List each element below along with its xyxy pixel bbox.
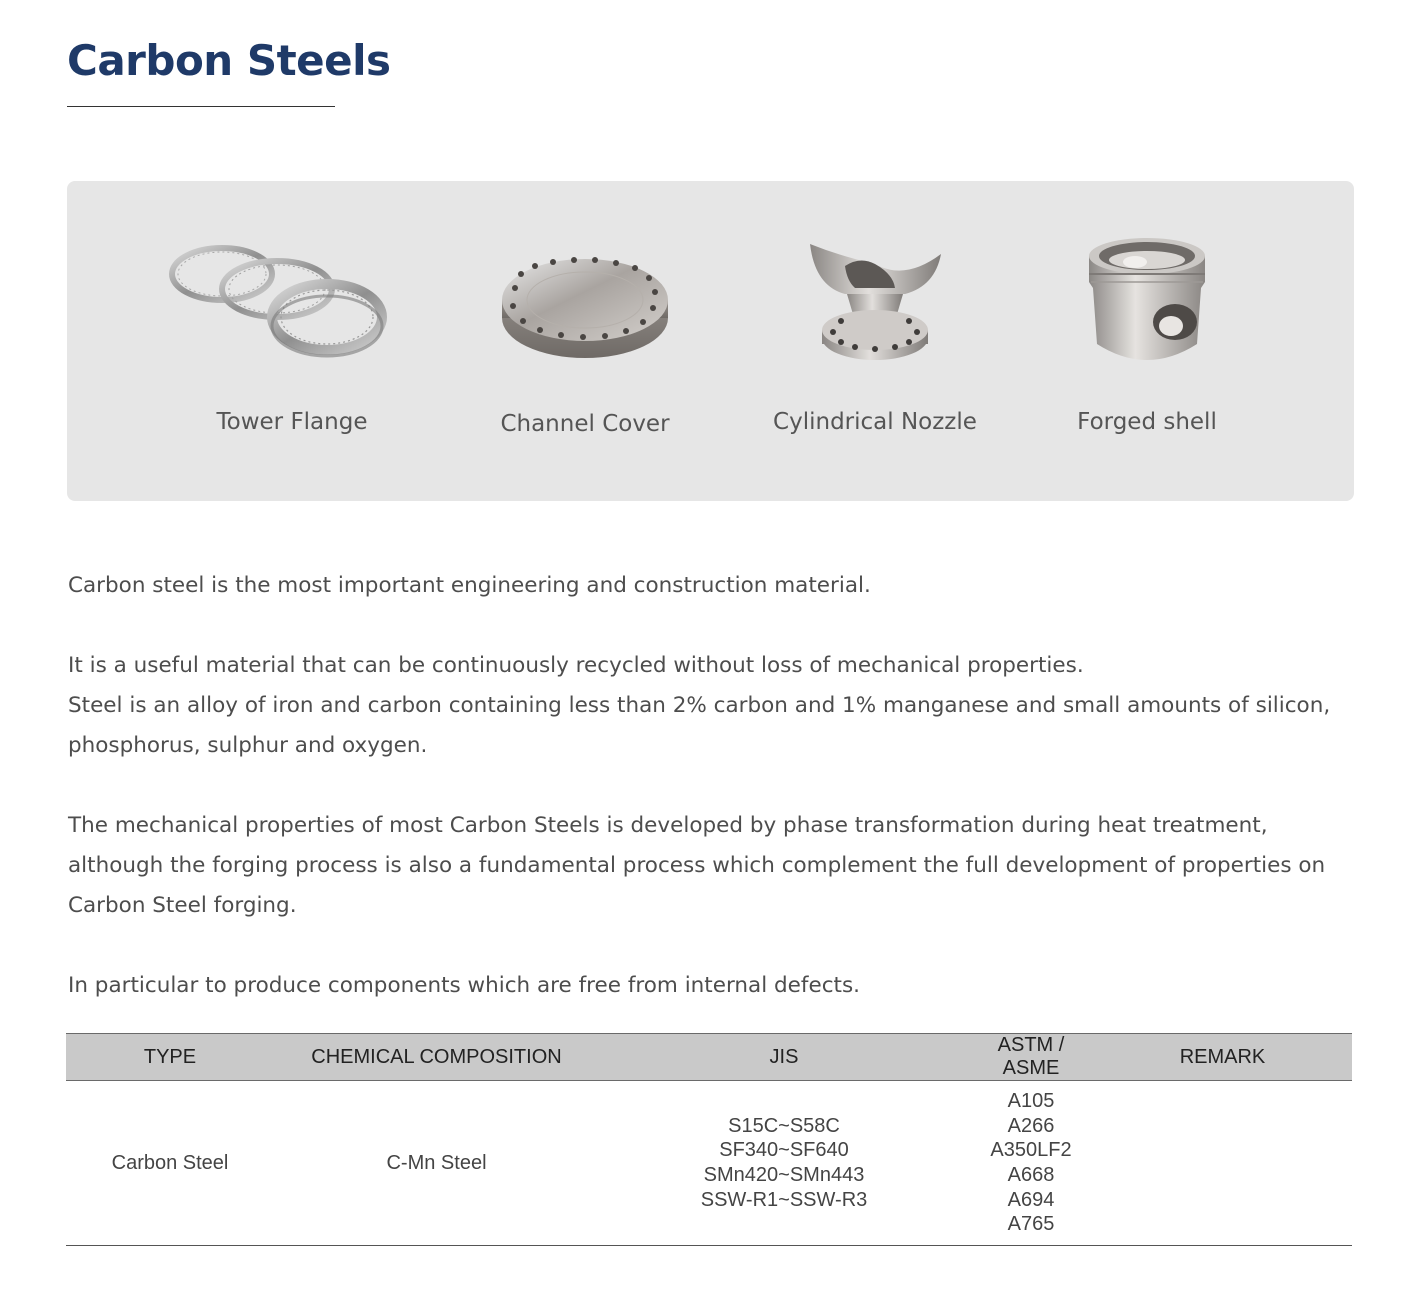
jis-grade: S15C~S58C — [728, 1114, 840, 1137]
astm-grade: A765 — [1007, 1213, 1055, 1236]
product-label: Channel Cover — [500, 411, 670, 437]
product-cylindrical-nozzle — [745, 181, 1005, 501]
intro-paragraph: The mechanical properties of most Carbon Steels is developed by phase transformation during heat treatment, although the forging process is also a fundamental process which complement the full development of properties on Carbon Steel forging. — [68, 813, 1326, 918]
astm-grade: A694 — [1007, 1188, 1055, 1211]
intro-paragraph: In particular to produce components which are free from internal defects. — [68, 973, 860, 998]
astm-grade: A266 — [1007, 1114, 1055, 1137]
jis-grade: SSW-R1~SSW-R3 — [700, 1188, 868, 1211]
column-header-astm: ASTM / ASME — [969, 1034, 1093, 1081]
astm-grade: A350LF2 — [990, 1139, 1072, 1162]
column-header-type: TYPE — [66, 1034, 274, 1081]
intro-text — [68, 566, 1363, 1006]
intro-paragraph: Steel is an alloy of iron and carbon containing less than 2% carbon and 1% manganese and small amounts of silicon, phosphorus, sulphur and oxygen. — [68, 693, 1331, 758]
table-header-row — [66, 1034, 1352, 1081]
cell-type: Carbon Steel — [66, 1081, 274, 1246]
astm-grade: A668 — [1007, 1164, 1055, 1186]
astm-grade: A105 — [1007, 1090, 1055, 1113]
channel-cover-image — [455, 226, 715, 406]
cell-remark — [1093, 1081, 1352, 1246]
specification-table — [66, 1033, 1352, 1246]
title-underline — [67, 106, 335, 107]
product-label: Forged shell — [1077, 409, 1217, 435]
forged-shell-image — [1017, 226, 1277, 406]
cell-jis — [599, 1081, 969, 1246]
column-header-composition: CHEMICAL COMPOSITION — [274, 1034, 599, 1081]
product-tower-flange — [162, 181, 422, 501]
intro-paragraph: Carbon steel is the most important engineering and construction material. — [68, 573, 871, 598]
cell-astm — [969, 1081, 1093, 1246]
intro-paragraph: It is a useful material that can be continuously recycled without loss of mechanical properties. — [68, 653, 1084, 678]
tower-flange-image — [162, 226, 422, 396]
table-row — [66, 1081, 1352, 1246]
product-label: Cylindrical Nozzle — [773, 409, 977, 435]
jis-grade: SF340~SF640 — [719, 1139, 849, 1162]
column-header-remark: REMARK — [1093, 1034, 1352, 1081]
product-channel-cover — [455, 181, 715, 501]
jis-grade: SMn420~SMn443 — [703, 1164, 865, 1186]
cylindrical-nozzle-image — [745, 226, 1005, 406]
product-forged-shell — [1017, 181, 1277, 501]
product-label: Tower Flange — [216, 409, 368, 435]
column-header-jis: JIS — [599, 1034, 969, 1081]
page-title: Carbon Steels — [67, 36, 391, 85]
product-gallery — [67, 181, 1354, 501]
cell-composition: C-Mn Steel — [274, 1081, 599, 1246]
